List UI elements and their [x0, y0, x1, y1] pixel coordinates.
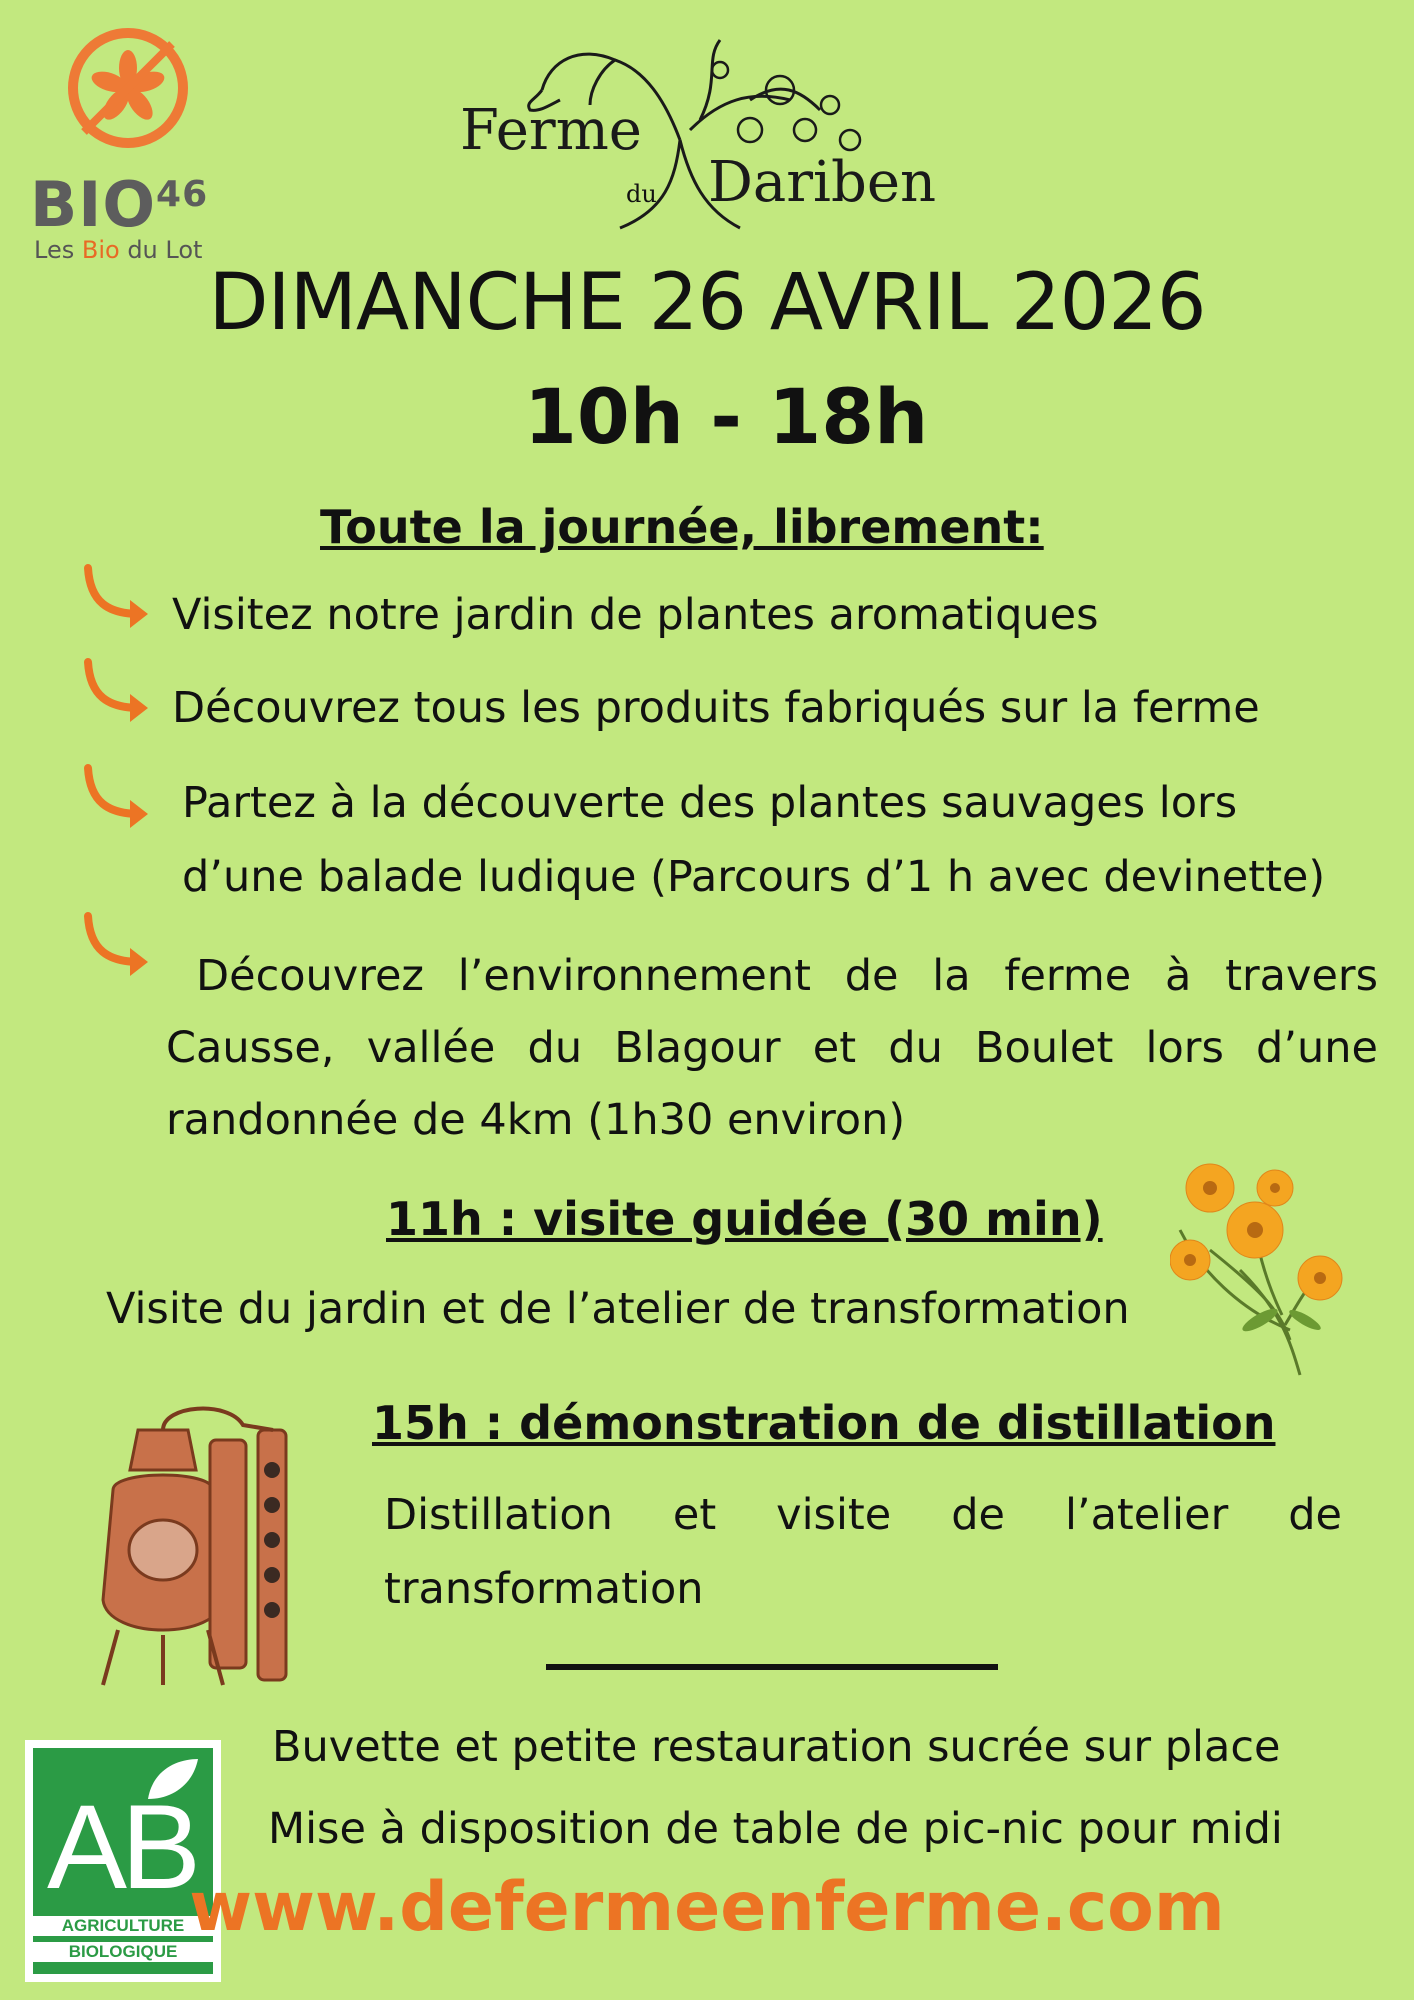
bio46-tagline: Les Bio du Lot: [34, 236, 203, 264]
list-item: Visitez notre jardin de plantes aromatiques: [172, 590, 1099, 640]
ab-letters: AB: [47, 1780, 196, 1914]
arrow-icon: [78, 762, 158, 832]
footer-line1: Buvette et petite restauration sucrée sur place: [272, 1722, 1281, 1772]
list-item: Découvrez l’environnement de la ferme à travers Causse, vallée du Blagour et du Boulet lors d’une randonnée de 4km (1h30 environ): [166, 951, 1378, 1145]
list-item: d’une balade ludique (Parcours d’1 h avec devinette): [182, 852, 1326, 902]
arrow-icon: [78, 656, 158, 726]
farm-name-line1: Ferme: [460, 98, 642, 163]
guided-visit-title: 11h : visite guidée (30 min): [386, 1192, 1103, 1246]
farm-name-line2: Dariben: [708, 150, 937, 215]
arrow-icon: [78, 910, 158, 980]
distillation-still-image: [78, 1390, 328, 1690]
arrow-icon: [78, 562, 158, 632]
farm-name-du: du: [626, 180, 657, 208]
event-hours: 10h - 18h: [524, 372, 929, 461]
all-day-title: Toute la journée, librement:: [320, 500, 1044, 554]
guided-visit-text: Visite du jardin et de l’atelier de transformation: [106, 1284, 1130, 1334]
bio46-brand: BIO$^{46}$: [30, 168, 209, 241]
bio46-logo: [30, 28, 230, 264]
list-item: Découvrez tous les produits fabriqués sur la ferme: [172, 683, 1260, 733]
ab-line1: AGRICULTURE: [33, 1916, 213, 1936]
distillation-text: Distillation et visite de l’atelier de transformation: [384, 1490, 1342, 1614]
flower-icon: [68, 28, 188, 148]
website-link[interactable]: www.defermeenferme.com: [189, 1868, 1225, 1947]
divider: [546, 1664, 998, 1670]
ab-line2: BIOLOGIQUE: [33, 1942, 213, 1962]
calendula-flowers-image: [1170, 1150, 1360, 1380]
list-item: Partez à la découverte des plantes sauvages lors: [182, 778, 1238, 828]
event-date: DIMANCHE 26 AVRIL 2026: [208, 258, 1206, 348]
farm-logo: [450, 30, 970, 240]
footer-line2: Mise à disposition de table de pic-nic pour midi: [268, 1804, 1283, 1854]
distillation-title: 15h : démonstration de distillation: [372, 1396, 1276, 1450]
